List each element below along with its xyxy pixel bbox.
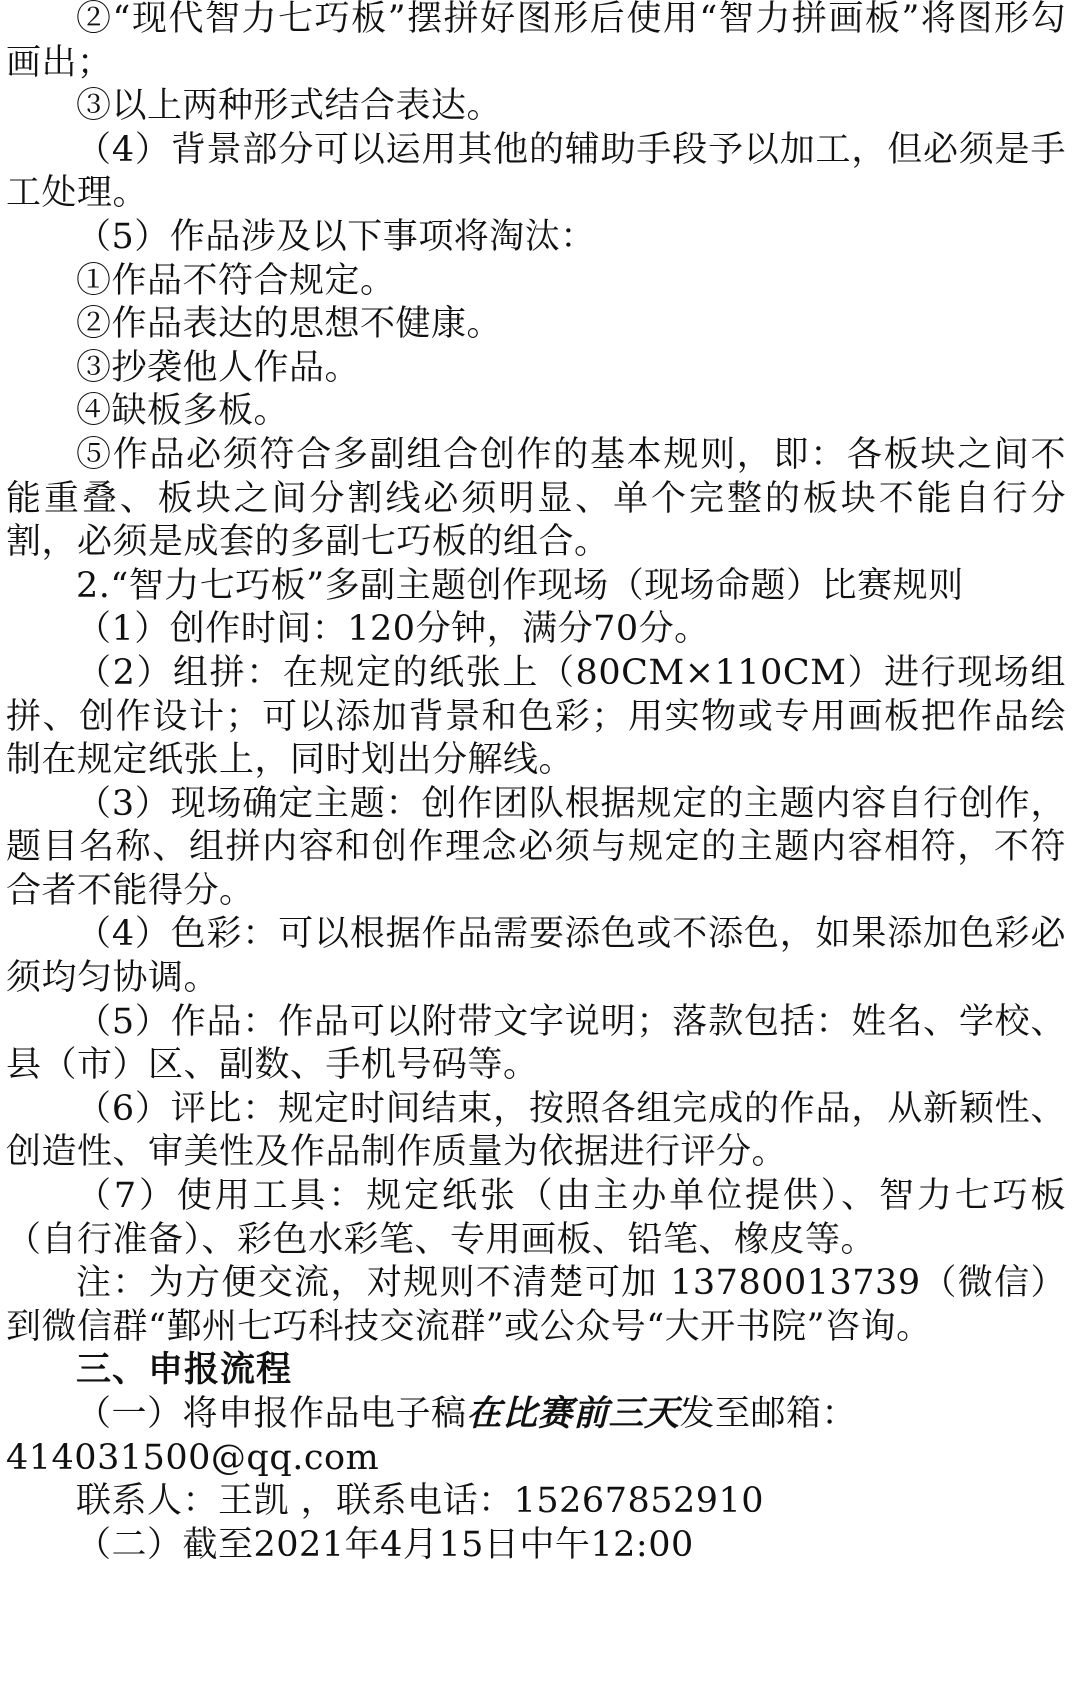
step-submit-suffix: 发至邮箱： (679, 1394, 858, 1434)
step-submit (6, 1393, 1066, 1437)
item-draw-outline: ②“现代智力七巧板”摆拼好图形后使用“智力拼画板”将图形勾画出； (6, 0, 1066, 83)
step-submit-emphasis: 在比赛前三天 (466, 1394, 680, 1434)
rules-note: 注：为方便交流，对规则不清楚可加 13780013739（微信）到微信群“鄞州七巧科技交流群”或公众号“大开书院”咨询。 (6, 1263, 1066, 1347)
item-elimination-intro: （5）作品涉及以下事项将淘汰： (76, 216, 596, 257)
rule-assembly: （2）组拼：在规定的纸张上（80CM×110CM）进行现场组拼、创作设计；可以添加背景和色彩；用实物或专用画板把作品绘制在规定纸张上，同时划出分解线。 (6, 652, 1066, 781)
rule-color: （4）色彩：可以根据作品需要添色或不添色，如果添加色彩必须均匀协调。 (6, 914, 1066, 999)
rule-time: （1）创作时间：120分钟，满分70分。 (76, 609, 710, 650)
rule-work: （5）作品：作品可以附带文字说明；落款包括：姓名、学校、县（市）区、副数、手机号码等。 (6, 1001, 1066, 1086)
elimination-item-3: ③抄袭他人作品。 (76, 347, 361, 388)
elimination-item-2: ②作品表达的思想不健康。 (76, 304, 503, 345)
elimination-item-4: ④缺板多板。 (76, 391, 290, 432)
elimination-item-5: ⑤作品必须符合多副组合创作的基本规则，即：各板块之间不能重叠、板块之间分割线必须明显、单个完整的板块不能自行分割，必须是成套的多副七巧板的组合。 (6, 434, 1066, 563)
rule-tools: （7）使用工具：规定纸张（由主办单位提供）、智力七巧板（自行准备）、彩色水彩笔、专用画板、铅笔、橡皮等。 (6, 1176, 1066, 1260)
step-deadline: （二）截至2021年4月15日中午12:00 (76, 1524, 694, 1565)
rule-theme: （3）现场确定主题：创作团队根据规定的主题内容自行创作，题目名称、组拼内容和创作理念必须与规定的主题内容相符，不符合者不能得分。 (6, 783, 1066, 911)
contact-info: 联系人：王凯 ，联系电话：15267852910 (76, 1481, 765, 1522)
item-combined-form: ③以上两种形式结合表达。 (76, 86, 503, 127)
rule-judging: （6）评比：规定时间结束，按照各组完成的作品，从新颖性、创造性、审美性及作品制作质量为依据进行评分。 (6, 1088, 1066, 1173)
elimination-item-1: ①作品不符合规定。 (76, 260, 396, 301)
rules-title: 2.“智力七巧板”多副主题创作现场（现场命题）比赛规则 (76, 565, 964, 606)
section-heading-process: 三、申报流程 (76, 1350, 293, 1391)
submit-email: 414031500@qq.com (6, 1437, 380, 1478)
item-background-rule: （4）背景部分可以运用其他的辅助手段予以加工，但必须是手工处理。 (6, 129, 1066, 214)
step-submit-prefix: （一）将申报作品电子稿 (76, 1394, 467, 1434)
